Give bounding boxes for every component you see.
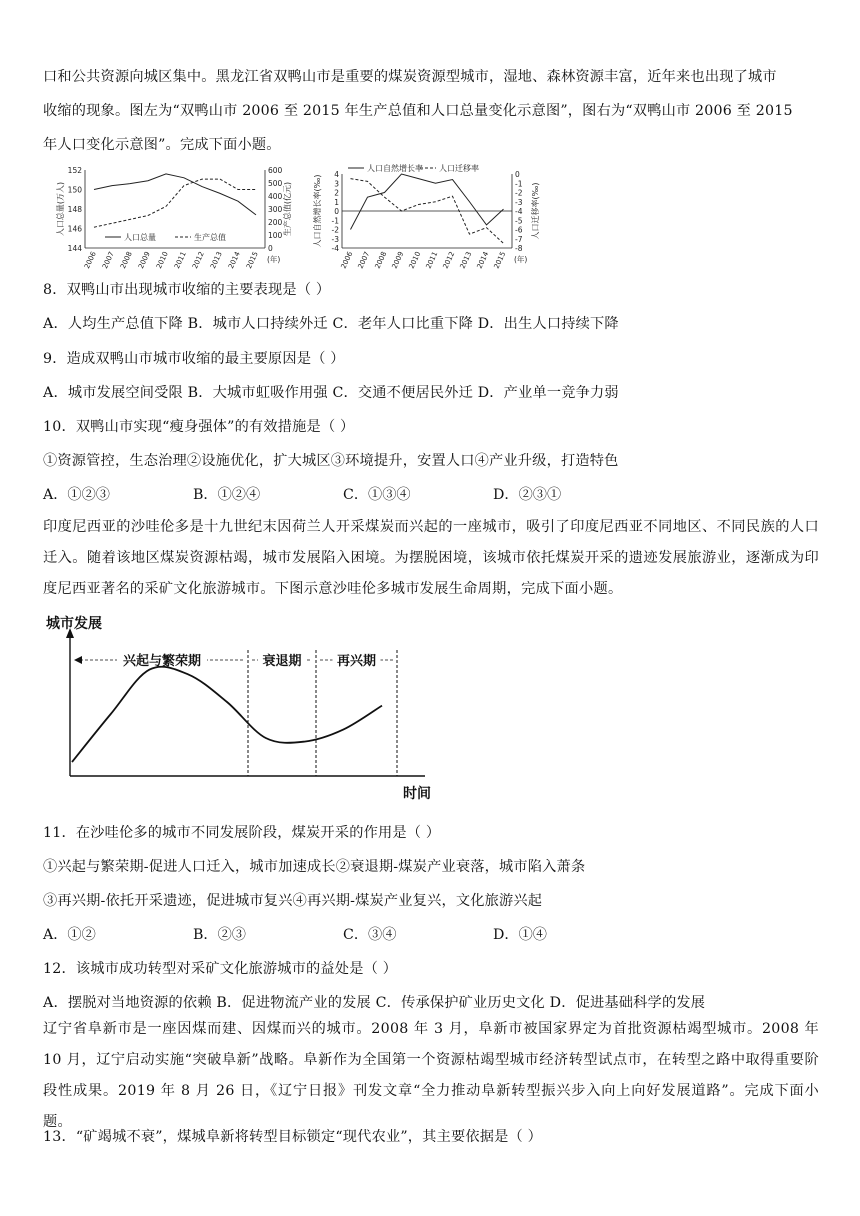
right-tick-label: 0 xyxy=(515,170,520,179)
left-tick-label: -4 xyxy=(331,244,339,253)
right-tick-label: -7 xyxy=(515,234,523,244)
legend-label: 人口迁移率 xyxy=(439,164,479,173)
left-tick-label: -1 xyxy=(331,216,339,226)
x-tick-label: 2010 xyxy=(407,250,423,271)
x-tick-label: 2012 xyxy=(441,250,457,271)
intro-line-3: 年人口变化示意图”。完成下面小题。 xyxy=(43,137,281,153)
left-tick-label: 4 xyxy=(334,170,339,179)
x-tick-label: 2014 xyxy=(227,250,242,271)
x-tick-label: 2009 xyxy=(390,250,406,271)
q8-options: A．人均生产总值下降 B．城市人口持续外迁 C．老年人口比重下降 D．出生人口持续下降 xyxy=(43,316,619,332)
q11-item-1: ①兴起与繁荣期-促进人口迁入，城市加速成长②衰退期-煤炭产业衰落，城市陷入萧条 xyxy=(43,859,586,875)
series-line xyxy=(94,174,256,215)
intro-line-2: 收缩的现象。图左为“双鸭山市 2006 至 2015 年生产总值和人口总量变化示意图”，图右为“双鸭山市 2006 至 2015 xyxy=(43,103,793,119)
q11-stem: 11．在沙哇伦多的城市不同发展阶段，煤炭开采的作用是（ ） xyxy=(43,825,441,841)
q10-option-a: A．①②③ xyxy=(43,487,110,503)
right-tick-label: 0 xyxy=(268,244,273,253)
x-axis-title: 时间 xyxy=(403,786,431,802)
x-tick-label: 2007 xyxy=(356,250,372,271)
left-tick-label: 152 xyxy=(67,166,82,175)
x-tick-label: 2008 xyxy=(119,250,134,271)
q10-items: ①资源管控，生态治理②设施优化，扩大城区③环境提升，安置人口④产业升级，打造特色 xyxy=(43,453,619,469)
q11-option-c: C．③④ xyxy=(343,927,397,943)
right-tick-label: -2 xyxy=(515,188,523,198)
q10-options xyxy=(43,485,643,505)
left-axis-title: 人口总量(万人) xyxy=(56,181,65,237)
right-tick-label: -3 xyxy=(515,197,523,207)
legend-label: 人口总量 xyxy=(124,233,156,242)
series-line xyxy=(351,174,504,230)
y-axis-title: 城市发展 xyxy=(46,616,102,632)
right-tick-label: 200 xyxy=(268,218,283,227)
left-tick-label: -2 xyxy=(331,225,339,235)
right-tick-label: -8 xyxy=(515,244,523,253)
q12-stem: 12．该城市成功转型对采矿文化旅游城市的益处是（ ） xyxy=(43,961,398,977)
left-tick-label: 1 xyxy=(334,197,339,207)
x-tick-label: 2007 xyxy=(101,250,116,271)
x-tick-label: 2015 xyxy=(245,250,260,271)
right-tick-label: -6 xyxy=(515,225,523,235)
x-tick-label: 2011 xyxy=(424,250,440,271)
right-tick-label: 600 xyxy=(268,166,283,175)
intro-paragraph-2: 印度尼西亚的沙哇伦多是十九世纪末因荷兰人开采煤炭而兴起的一座城市，吸引了印度尼西亚不同地区、不同民族的人口迁入。随着该地区煤炭资源枯竭，城市发展陷入困境。为摆脱困境，该城市依托煤炭开采的遗迹发展旅游业，逐渐成为印度尼西亚著名的采矿文化旅游城市。下图示意沙哇伦多城市发展生命周期，完成下面小题。 xyxy=(43,519,819,597)
q11-options xyxy=(43,925,643,945)
right-tick-label: 500 xyxy=(268,179,283,188)
chart-population-rates xyxy=(312,163,540,270)
right-tick-label: 100 xyxy=(268,231,283,240)
right-axis-title: 人口迁移率(‰) xyxy=(531,182,540,240)
phase-label: 再兴期 xyxy=(336,654,377,669)
x-tick-label: 2010 xyxy=(155,250,170,271)
left-tick-label: 0 xyxy=(334,207,339,216)
left-tick-label: 144 xyxy=(67,244,82,253)
legend-label: 人口自然增长率 xyxy=(367,164,423,173)
right-tick-label: 300 xyxy=(268,205,283,214)
x-tick-label: 2009 xyxy=(137,250,152,271)
q11-option-d: D．①④ xyxy=(493,927,547,943)
x-tick-label: 2008 xyxy=(373,250,389,271)
q11-option-a: A．①② xyxy=(43,927,96,943)
left-axis-title: 人口自然增长率(‰) xyxy=(313,174,322,248)
left-tick-label: 146 xyxy=(67,224,82,234)
city-development-curve xyxy=(72,667,382,762)
q12-options: A．摆脱对当地资源的依赖 B．促进物流产业的发展 C．传承保护矿业历史文化 D．促进基础科学的发展 xyxy=(43,995,706,1011)
q11-item-2: ③再兴期-依托开采遗迹，促进城市复兴④再兴期-煤炭产业复兴，文化旅游兴起 xyxy=(43,893,543,909)
x-tick-label: 2006 xyxy=(83,250,98,271)
x-tick-label: 2012 xyxy=(191,250,206,271)
right-axis-title: 生产总值(亿元) xyxy=(283,181,292,237)
q13-stem: 13．“矿竭城不衰”，煤城阜新将转型目标锁定“现代农业”，其主要依据是（ ） xyxy=(43,1129,542,1145)
intro-line-1: 口和公共资源向城区集中。黑龙江省双鸭山市是重要的煤炭资源型城市，湿地、森林资源丰富，近年来也出现了城市 xyxy=(43,69,777,85)
x-tick-label: 2015 xyxy=(492,250,508,271)
q8-stem: 8．双鸭山市出现城市收缩的主要表现是（ ） xyxy=(43,282,331,298)
x-axis-unit: (年) xyxy=(514,255,528,264)
left-tick-label: 148 xyxy=(67,205,82,214)
q9-options: A．城市发展空间受限 B．大城市虹吸作用强 C．交通不便居民外迁 D．产业单一竞争力弱 xyxy=(43,385,619,401)
left-tick-label: 2 xyxy=(334,188,339,198)
phase-arrow-head xyxy=(74,656,82,664)
x-tick-label: 2011 xyxy=(173,250,188,271)
legend-label: 生产总值 xyxy=(194,233,226,242)
x-tick-label: 2013 xyxy=(209,250,224,271)
q10-option-c: C．①③④ xyxy=(343,487,411,503)
chart-gdp-population xyxy=(55,166,292,270)
q10-option-d: D．②③① xyxy=(493,487,562,503)
phase-label: 兴起与繁荣期 xyxy=(122,654,202,669)
q9-stem: 9．造成双鸭山市城市收缩的最主要原因是（ ） xyxy=(43,351,345,367)
chart-city-lifecycle xyxy=(40,614,431,804)
q10-stem: 10．双鸭山市实现“瘦身强体”的有效措施是（ ） xyxy=(43,419,355,435)
series-line xyxy=(94,179,256,227)
q11-option-b: B．②③ xyxy=(193,927,246,943)
left-tick-label: -3 xyxy=(331,234,339,244)
right-tick-label: -4 xyxy=(515,207,523,216)
right-tick-label: 400 xyxy=(268,192,283,201)
chart-figure-1 xyxy=(56,162,540,272)
left-tick-label: 3 xyxy=(334,179,339,189)
x-tick-label: 2014 xyxy=(475,250,491,271)
left-tick-label: 150 xyxy=(67,185,82,195)
phase-label: 衰退期 xyxy=(262,654,302,669)
intro-paragraph-3: 辽宁省阜新市是一座因煤而建、因煤而兴的城市。2008 年 3 月，阜新市被国家界定为首批资源枯竭型城市。2008 年 10 月，辽宁启动实施“突破阜新”战略。阜新作为全国第一个资源枯竭型城市经济转型试点市，在转型之路中取得重要阶段性成果。2019 年 8 月 26 日，《辽宁日报》刊发文章“全力推动阜新转型振兴步入向上向好发展道路”。完成下面小题。 xyxy=(43,1021,819,1130)
right-tick-label: -1 xyxy=(515,179,523,189)
x-tick-label: 2013 xyxy=(458,250,474,271)
right-tick-label: -5 xyxy=(515,216,523,226)
x-tick-label: 2006 xyxy=(339,250,355,271)
q10-option-b: B．①②④ xyxy=(193,487,261,503)
x-axis-unit: (年) xyxy=(267,255,281,264)
